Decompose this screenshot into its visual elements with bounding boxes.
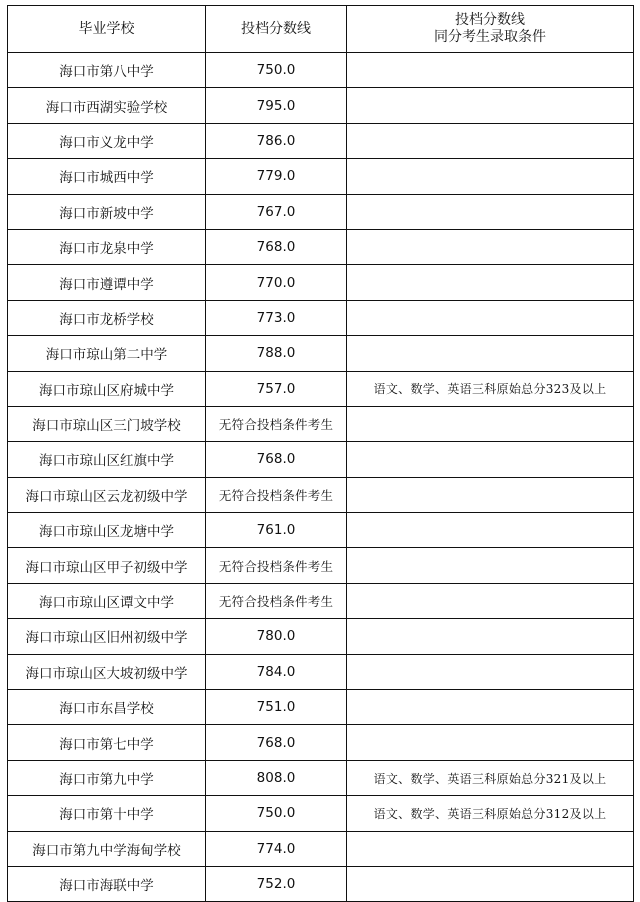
- score-cell: 780.0: [206, 619, 347, 654]
- table-row: [8, 194, 634, 229]
- tie-condition-cell: [347, 513, 634, 548]
- tie-condition-cell: [347, 336, 634, 371]
- school-name-cell: 海口市西湖实验学校: [8, 88, 206, 123]
- tie-condition-cell: [347, 548, 634, 583]
- score-cell: 808.0: [206, 760, 347, 795]
- tie-condition-cell: [347, 406, 634, 441]
- header-condition: [347, 6, 634, 53]
- admission-score-table: [7, 5, 634, 902]
- table-row: [8, 265, 634, 300]
- school-name-cell: 海口市第七中学: [8, 725, 206, 760]
- school-name-cell: 海口市琼山区大坡初级中学: [8, 654, 206, 689]
- score-cell: 757.0: [206, 371, 347, 406]
- table-row: [8, 513, 634, 548]
- header-score: 投档分数线: [206, 6, 347, 53]
- school-name-cell: 海口市遵谭中学: [8, 265, 206, 300]
- school-name-cell: 海口市琼山区甲子初级中学: [8, 548, 206, 583]
- table-row: [8, 442, 634, 477]
- header-condition-line1: 投档分数线: [455, 12, 525, 28]
- score-cell: 784.0: [206, 654, 347, 689]
- tie-condition-cell: [347, 53, 634, 88]
- score-cell: 无符合投档条件考生: [206, 406, 347, 441]
- school-name-cell: 海口市新坡中学: [8, 194, 206, 229]
- table-row: [8, 88, 634, 123]
- tie-condition-cell: [347, 866, 634, 901]
- school-name-cell: 海口市琼山区旧州初级中学: [8, 619, 206, 654]
- tie-condition-cell: [347, 123, 634, 158]
- table-row: [8, 866, 634, 901]
- school-name-cell: 海口市琼山区红旗中学: [8, 442, 206, 477]
- tie-condition-cell: [347, 442, 634, 477]
- school-name-cell: 海口市琼山区府城中学: [8, 371, 206, 406]
- score-cell: 无符合投档条件考生: [206, 548, 347, 583]
- table-row: [8, 406, 634, 441]
- tie-condition-cell: [347, 477, 634, 512]
- tie-condition-cell: 语文、数学、英语三科原始总分312及以上: [347, 796, 634, 831]
- table-row: [8, 300, 634, 335]
- table-row: [8, 796, 634, 831]
- score-cell: 751.0: [206, 690, 347, 725]
- school-name-cell: 海口市龙泉中学: [8, 229, 206, 264]
- tie-condition-cell: 语文、数学、英语三科原始总分321及以上: [347, 760, 634, 795]
- tie-condition-cell: [347, 831, 634, 866]
- score-cell: 774.0: [206, 831, 347, 866]
- table-row: [8, 336, 634, 371]
- tie-condition-cell: [347, 654, 634, 689]
- table-row: [8, 53, 634, 88]
- score-cell: 788.0: [206, 336, 347, 371]
- score-cell: 786.0: [206, 123, 347, 158]
- school-name-cell: 海口市海联中学: [8, 866, 206, 901]
- score-cell: 770.0: [206, 265, 347, 300]
- school-name-cell: 海口市琼山第二中学: [8, 336, 206, 371]
- score-cell: 795.0: [206, 88, 347, 123]
- school-name-cell: 海口市城西中学: [8, 159, 206, 194]
- header-school: 毕业学校: [8, 6, 206, 53]
- score-cell: 768.0: [206, 229, 347, 264]
- header-condition-line2: 同分考生录取条件: [434, 29, 546, 45]
- school-name-cell: 海口市琼山区云龙初级中学: [8, 477, 206, 512]
- tie-condition-cell: 语文、数学、英语三科原始总分323及以上: [347, 371, 634, 406]
- tie-condition-cell: [347, 159, 634, 194]
- score-cell: 779.0: [206, 159, 347, 194]
- score-cell: 无符合投档条件考生: [206, 583, 347, 618]
- tie-condition-cell: [347, 229, 634, 264]
- table-row: [8, 831, 634, 866]
- score-cell: 750.0: [206, 53, 347, 88]
- tie-condition-cell: [347, 725, 634, 760]
- table-row: [8, 690, 634, 725]
- tie-condition-cell: [347, 583, 634, 618]
- tie-condition-cell: [347, 619, 634, 654]
- school-name-cell: 海口市东昌学校: [8, 690, 206, 725]
- table-row: [8, 477, 634, 512]
- score-cell: 750.0: [206, 796, 347, 831]
- score-cell: 767.0: [206, 194, 347, 229]
- table-row: [8, 619, 634, 654]
- table-row: [8, 654, 634, 689]
- table-row: [8, 548, 634, 583]
- table-row: [8, 725, 634, 760]
- table-row: [8, 371, 634, 406]
- table-row: [8, 229, 634, 264]
- school-name-cell: 海口市第九中学: [8, 760, 206, 795]
- tie-condition-cell: [347, 194, 634, 229]
- tie-condition-cell: [347, 88, 634, 123]
- score-cell: 761.0: [206, 513, 347, 548]
- school-name-cell: 海口市龙桥学校: [8, 300, 206, 335]
- school-name-cell: 海口市琼山区三门坡学校: [8, 406, 206, 441]
- score-cell: 773.0: [206, 300, 347, 335]
- table-row: [8, 123, 634, 158]
- score-cell: 768.0: [206, 442, 347, 477]
- school-name-cell: 海口市第八中学: [8, 53, 206, 88]
- school-name-cell: 海口市琼山区谭文中学: [8, 583, 206, 618]
- school-name-cell: 海口市琼山区龙塘中学: [8, 513, 206, 548]
- school-name-cell: 海口市第十中学: [8, 796, 206, 831]
- school-name-cell: 海口市义龙中学: [8, 123, 206, 158]
- table-row: [8, 583, 634, 618]
- score-cell: 752.0: [206, 866, 347, 901]
- tie-condition-cell: [347, 300, 634, 335]
- score-cell: 无符合投档条件考生: [206, 477, 347, 512]
- school-name-cell: 海口市第九中学海甸学校: [8, 831, 206, 866]
- table-row: [8, 159, 634, 194]
- header-row: [8, 6, 634, 53]
- tie-condition-cell: [347, 265, 634, 300]
- score-cell: 768.0: [206, 725, 347, 760]
- tie-condition-cell: [347, 690, 634, 725]
- table-row: [8, 760, 634, 795]
